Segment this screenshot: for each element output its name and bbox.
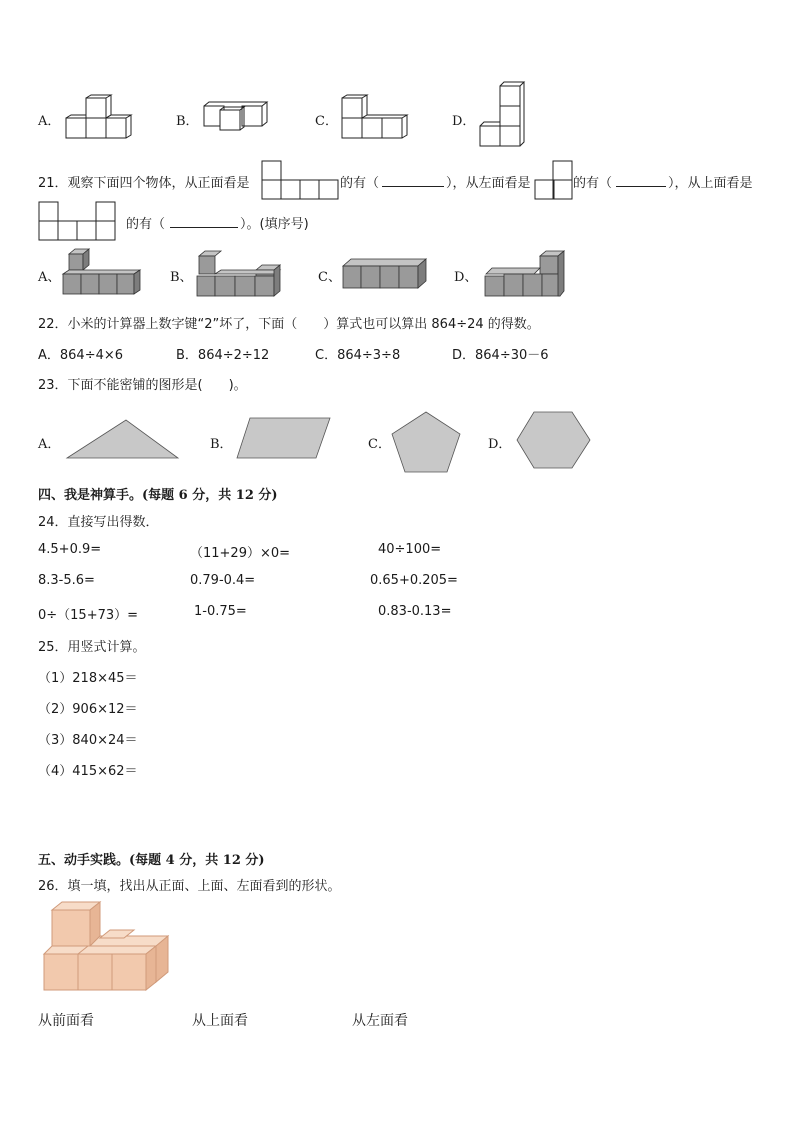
- q21-answer-blank-3[interactable]: [170, 215, 238, 228]
- q25-item-1: （1）218×45＝: [38, 671, 138, 686]
- q23-option-d-label: D．: [488, 437, 512, 452]
- q20-option-b-figure: [202, 100, 274, 132]
- q21-answer-blank-1[interactable]: [382, 174, 444, 187]
- q22-option-c[interactable]: C．864÷3÷8: [315, 348, 401, 363]
- q21-text-e: ），从上面看是: [668, 176, 753, 191]
- q23-triangle-shape: [66, 418, 180, 460]
- q21-left-view-figure: [534, 160, 576, 202]
- q20-option-d-figure: [478, 80, 528, 150]
- q21-answer-blank-2[interactable]: [616, 174, 666, 187]
- q21-text-a: 21．观察下面四个物体，从正面看是: [38, 176, 250, 191]
- q25-item-2: （2）906×12＝: [38, 702, 138, 717]
- q20-option-a-figure: [64, 96, 134, 140]
- q23-question: 23．下面不能密铺的图形是( )。: [38, 378, 247, 393]
- q20-option-c-figure: [340, 96, 410, 142]
- q21-option-d-label: D、: [454, 270, 478, 285]
- q21-option-d-figure: [484, 250, 574, 298]
- q26-question: 26．填一填，找出从正面、上面、左面看到的形状。: [38, 879, 341, 894]
- q23-pentagon-shape: [390, 410, 462, 474]
- q24-item-1-1: 4.5+0.9=: [38, 542, 102, 557]
- q21-option-a-label: A、: [38, 270, 61, 285]
- q26-view-front-label: 从前面看: [38, 1013, 94, 1029]
- q21-text-g: ）。(填序号): [240, 217, 309, 232]
- section-5-title: 五、动手实践。(每题 4 分，共 12 分): [38, 853, 265, 868]
- q21-option-c-label: C、: [318, 270, 341, 285]
- q21-option-b-label: B、: [170, 270, 193, 285]
- q20-option-b-label: B．: [176, 114, 199, 129]
- q26-orange-cubes-figure: [42, 900, 172, 994]
- q23-option-c-label: C．: [368, 437, 391, 452]
- q23-option-a-label: A．: [38, 437, 61, 452]
- q24-item-2-3: 0.65+0.205=: [370, 573, 458, 588]
- q21-text-b: 的有（: [340, 176, 380, 191]
- q21-text-f: 的有（: [126, 217, 166, 232]
- q21-option-c-figure: [342, 256, 430, 292]
- q24-item-2-1: 8.3-5.6=: [38, 573, 95, 588]
- q24-item-3-2: 1-0.75=: [194, 604, 247, 619]
- q24-item-3-3: 0.83-0.13=: [378, 604, 452, 619]
- q20-option-c-label: C．: [315, 114, 338, 129]
- q25-question: 25．用竖式计算。: [38, 640, 146, 655]
- q20-option-d-label: D．: [452, 114, 476, 129]
- q24-item-1-2: （11+29）×0=: [190, 546, 291, 561]
- q22-option-a[interactable]: A．864÷4×6: [38, 348, 124, 363]
- q24-question: 24．直接写出得数．: [38, 515, 159, 530]
- q21-text-d: 的有（: [573, 176, 613, 191]
- q21-option-b-figure: [196, 250, 286, 298]
- q24-item-2-2: 0.79-0.4=: [190, 573, 256, 588]
- q22-option-d[interactable]: D．864÷30－6: [452, 348, 549, 363]
- q23-hexagon-shape: [516, 410, 592, 470]
- q24-item-3-1: 0÷（15+73）=: [38, 608, 139, 623]
- q21-front-view-figure: [261, 160, 341, 202]
- q23-parallelogram-shape: [236, 416, 332, 460]
- q22-question: 22．小米的计算器上数字键“2”坏了，下面（ ）算式也可以算出 864÷24 的得数。: [38, 317, 540, 332]
- q21-top-view-figure: [38, 201, 118, 243]
- q25-item-3: （3）840×24＝: [38, 733, 138, 748]
- q24-item-1-3: 40÷100=: [378, 542, 442, 557]
- q21-text-c: ），从左面看是: [446, 176, 531, 191]
- q26-view-top-label: 从上面看: [192, 1013, 248, 1029]
- q25-item-4: （4）415×62＝: [38, 764, 138, 779]
- q21-option-a-figure: [62, 248, 142, 298]
- q23-option-b-label: B．: [210, 437, 233, 452]
- q22-option-b[interactable]: B．864÷2÷12: [176, 348, 270, 363]
- q20-option-a-label: A．: [38, 114, 61, 129]
- q26-view-left-label: 从左面看: [352, 1013, 408, 1029]
- section-4-title: 四、我是神算手。(每题 6 分，共 12 分): [38, 488, 278, 503]
